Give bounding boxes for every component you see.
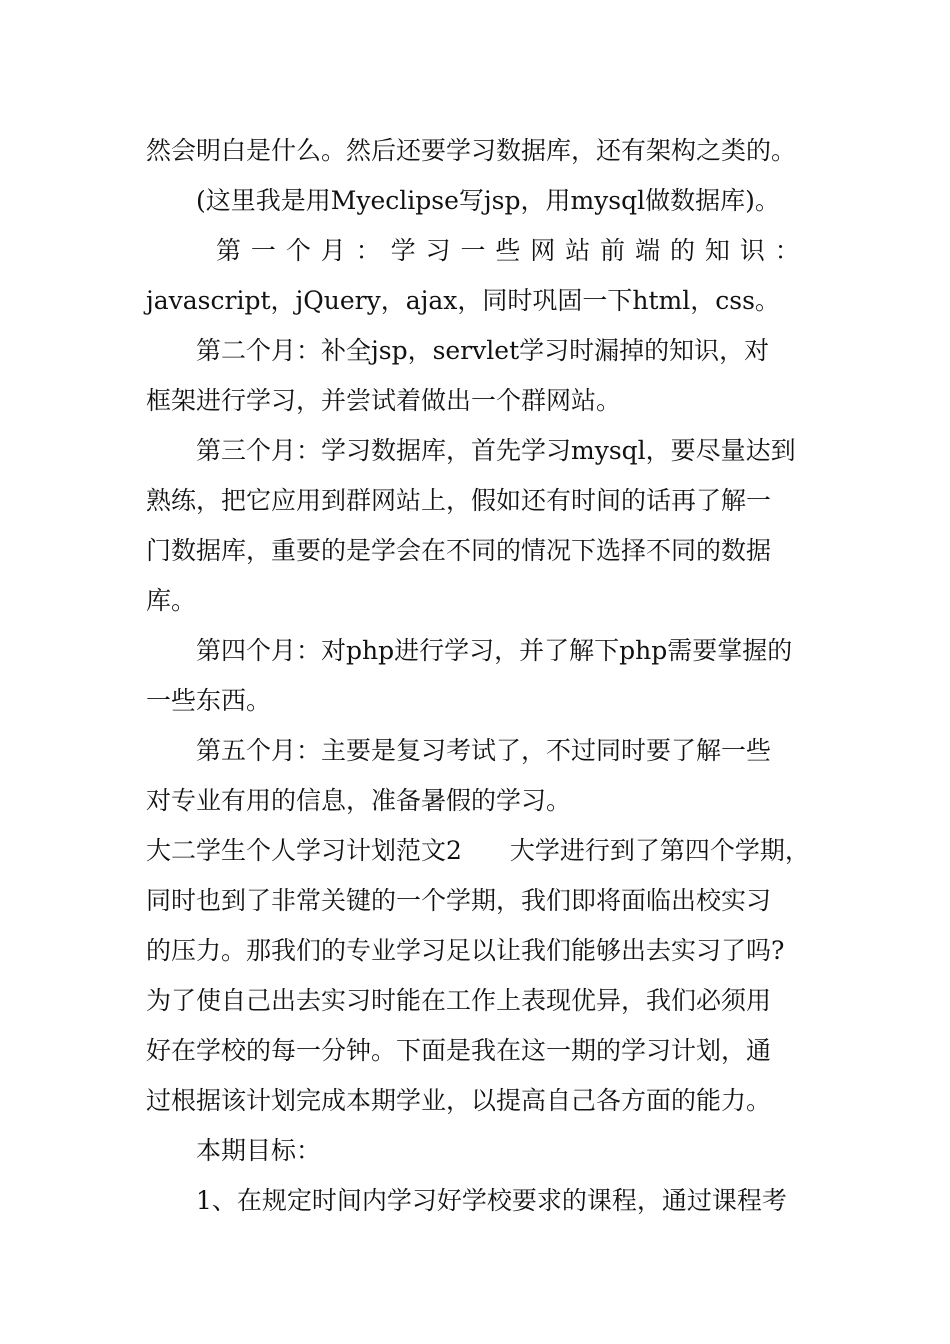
document-body	[146, 126, 816, 1226]
heading-char: ：	[774, 236, 800, 265]
heading-char: 月	[320, 236, 346, 265]
text-line: 好在学校的每一分钟。下面是我在这一期的学习计划，通	[146, 1036, 772, 1065]
heading-char: 一	[460, 236, 486, 265]
heading-char: 第	[216, 236, 242, 265]
heading-char: 习	[425, 236, 451, 265]
section-title-line	[146, 826, 816, 876]
text-line: 门数据库，重要的是学会在不同的情况下选择不同的数据	[146, 536, 772, 565]
heading-char: 一	[250, 236, 276, 265]
spread-heading-line	[146, 226, 800, 276]
text-line: 熟练，把它应用到群网站上，假如还有时间的话再了解一	[146, 486, 772, 515]
text-line: 框架进行学习，并尝试着做出一个群网站。	[146, 386, 622, 415]
text-line: 过根据该计划完成本期学业，以提高自己各方面的能力。	[146, 1086, 772, 1115]
heading-char: 知	[704, 236, 730, 265]
text-line: 的压力。那我们的专业学习足以让我们能够出去实习了吗?	[146, 936, 785, 965]
text-line: javascript，jQuery，ajax，同时巩固一下html，css。	[146, 286, 780, 315]
heading-char: 网	[530, 236, 556, 265]
text-line: 第二个月：补全jsp，servlet学习时漏掉的知识，对	[196, 336, 770, 365]
heading-char: 站	[565, 236, 591, 265]
heading-char: ：	[355, 236, 381, 265]
heading-char: 学	[390, 236, 416, 265]
heading-char: 的	[669, 236, 695, 265]
heading-char: 端	[635, 236, 661, 265]
heading-char: 个	[285, 236, 311, 265]
text-line: 一些东西。	[146, 686, 272, 715]
text-line: 对专业有用的信息，准备暑假的学习。	[146, 786, 572, 815]
heading-char: 前	[600, 236, 626, 265]
text-line: 第四个月：对php进行学习，并了解下php需要掌握的	[196, 636, 793, 665]
text-line: 本期目标：	[196, 1136, 322, 1165]
text-line: 为了使自己出去实习时能在工作上表现优异，我们必须用	[146, 986, 772, 1015]
text-line: 第三个月：学习数据库，首先学习mysql，要尽量达到	[196, 436, 796, 465]
text-line: 第五个月：主要是复习考试了，不过同时要了解一些	[196, 736, 772, 765]
heading-char: 识	[739, 236, 765, 265]
text-line: (这里我是用Myeclipse写jsp，用mysql做数据库)。	[196, 186, 780, 215]
text-line: 1、在规定时间内学习好学校要求的课程，通过课程考	[196, 1186, 787, 1215]
section-title: 大二学生个人学习计划范文2	[146, 836, 462, 865]
text-line: 库。	[146, 586, 197, 615]
heading-char: 些	[495, 236, 521, 265]
section-intro: 大学进行到了第四个学期，	[509, 836, 810, 865]
text-line: 然会明白是什么。然后还要学习数据库，还有架构之类的。	[146, 136, 797, 165]
text-line: 同时也到了非常关键的一个学期，我们即将面临出校实习	[146, 886, 772, 915]
